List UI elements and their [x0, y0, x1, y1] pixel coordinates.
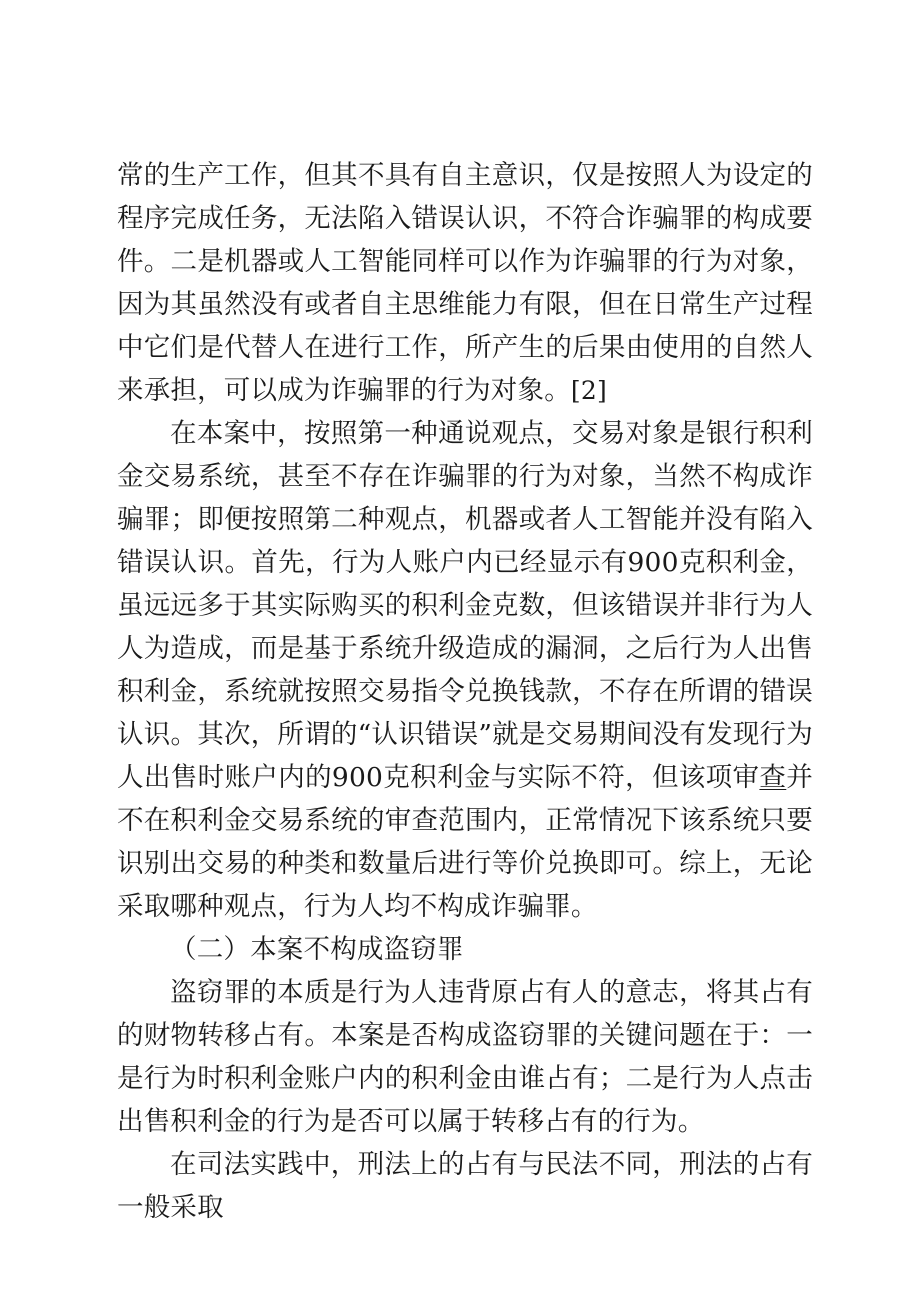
underlined-character: 查	[759, 762, 787, 793]
paragraph-machine-ai-deception-object	[117, 154, 813, 412]
paragraph-theft-essence: 盗窃罪的本质是行为人违背原占有人的意志，将其占有的财物转移占有。本案是否构成盗窃罪的关键问题在于：一是行为时积利金账户内的积利金由谁占有；二是行为人点击出售积利金的行为是否可以属于转移占有的行为。	[117, 977, 813, 1137]
heading-section-two: （二）本案不构成盗窃罪	[170, 934, 464, 965]
paragraph-text-segment-1: 在本案中，按照第一种通说观点，交易对象是银行积利金交易系统，甚至不存在诈骗罪的行为对象，当然不构成诈骗罪；即便按照第二种观点，机器或者人工智能并没有陷入错误认识。首先，行为人账户内已经显示有900克积利金，虽远远多于其实际购买的积利金克数，但该错误并非行为人人为造成，而是基于系统升级造成的漏洞，之后行为人出售积利金，系统就按照交易指令兑换钱款，不存在所谓的错误认识。其次，所谓的“认识错误”就是交易期间没有发现行为人出售时账户内的900克积利金与实际不符，但该项审	[117, 418, 813, 793]
paragraph-text-segment-2: 并不在积利金交易系统的审查范围内，正常情况下该系统只要识别出交易的种类和数量后进行等价兑换即可。综上，无论采取哪种观点，行为人均不构成诈骗罪。	[117, 762, 813, 922]
paragraph-judicial-practice-possession: 在司法实践中，刑法上的占有与民法不同，刑法的占有一般采取	[117, 1149, 813, 1223]
paragraph-case-analysis-no-fraud	[117, 412, 813, 928]
body-text-column	[117, 154, 813, 1229]
paragraph-text: 常的生产工作，但其不具有自主意识，仅是按照人为设定的程序完成任务，无法陷入错误认识，不符合诈骗罪的构成要件。二是机器或人工智能同样可以作为诈骗罪的行为对象，因为其虽然没有或者自主思维能力有限，但在日常生产过程中它们是代替人在进行工作，所产生的后果由使用的自然人来承担，可以成为诈骗罪的行为对象。	[117, 160, 813, 406]
footnote-reference: [2]	[570, 376, 607, 405]
